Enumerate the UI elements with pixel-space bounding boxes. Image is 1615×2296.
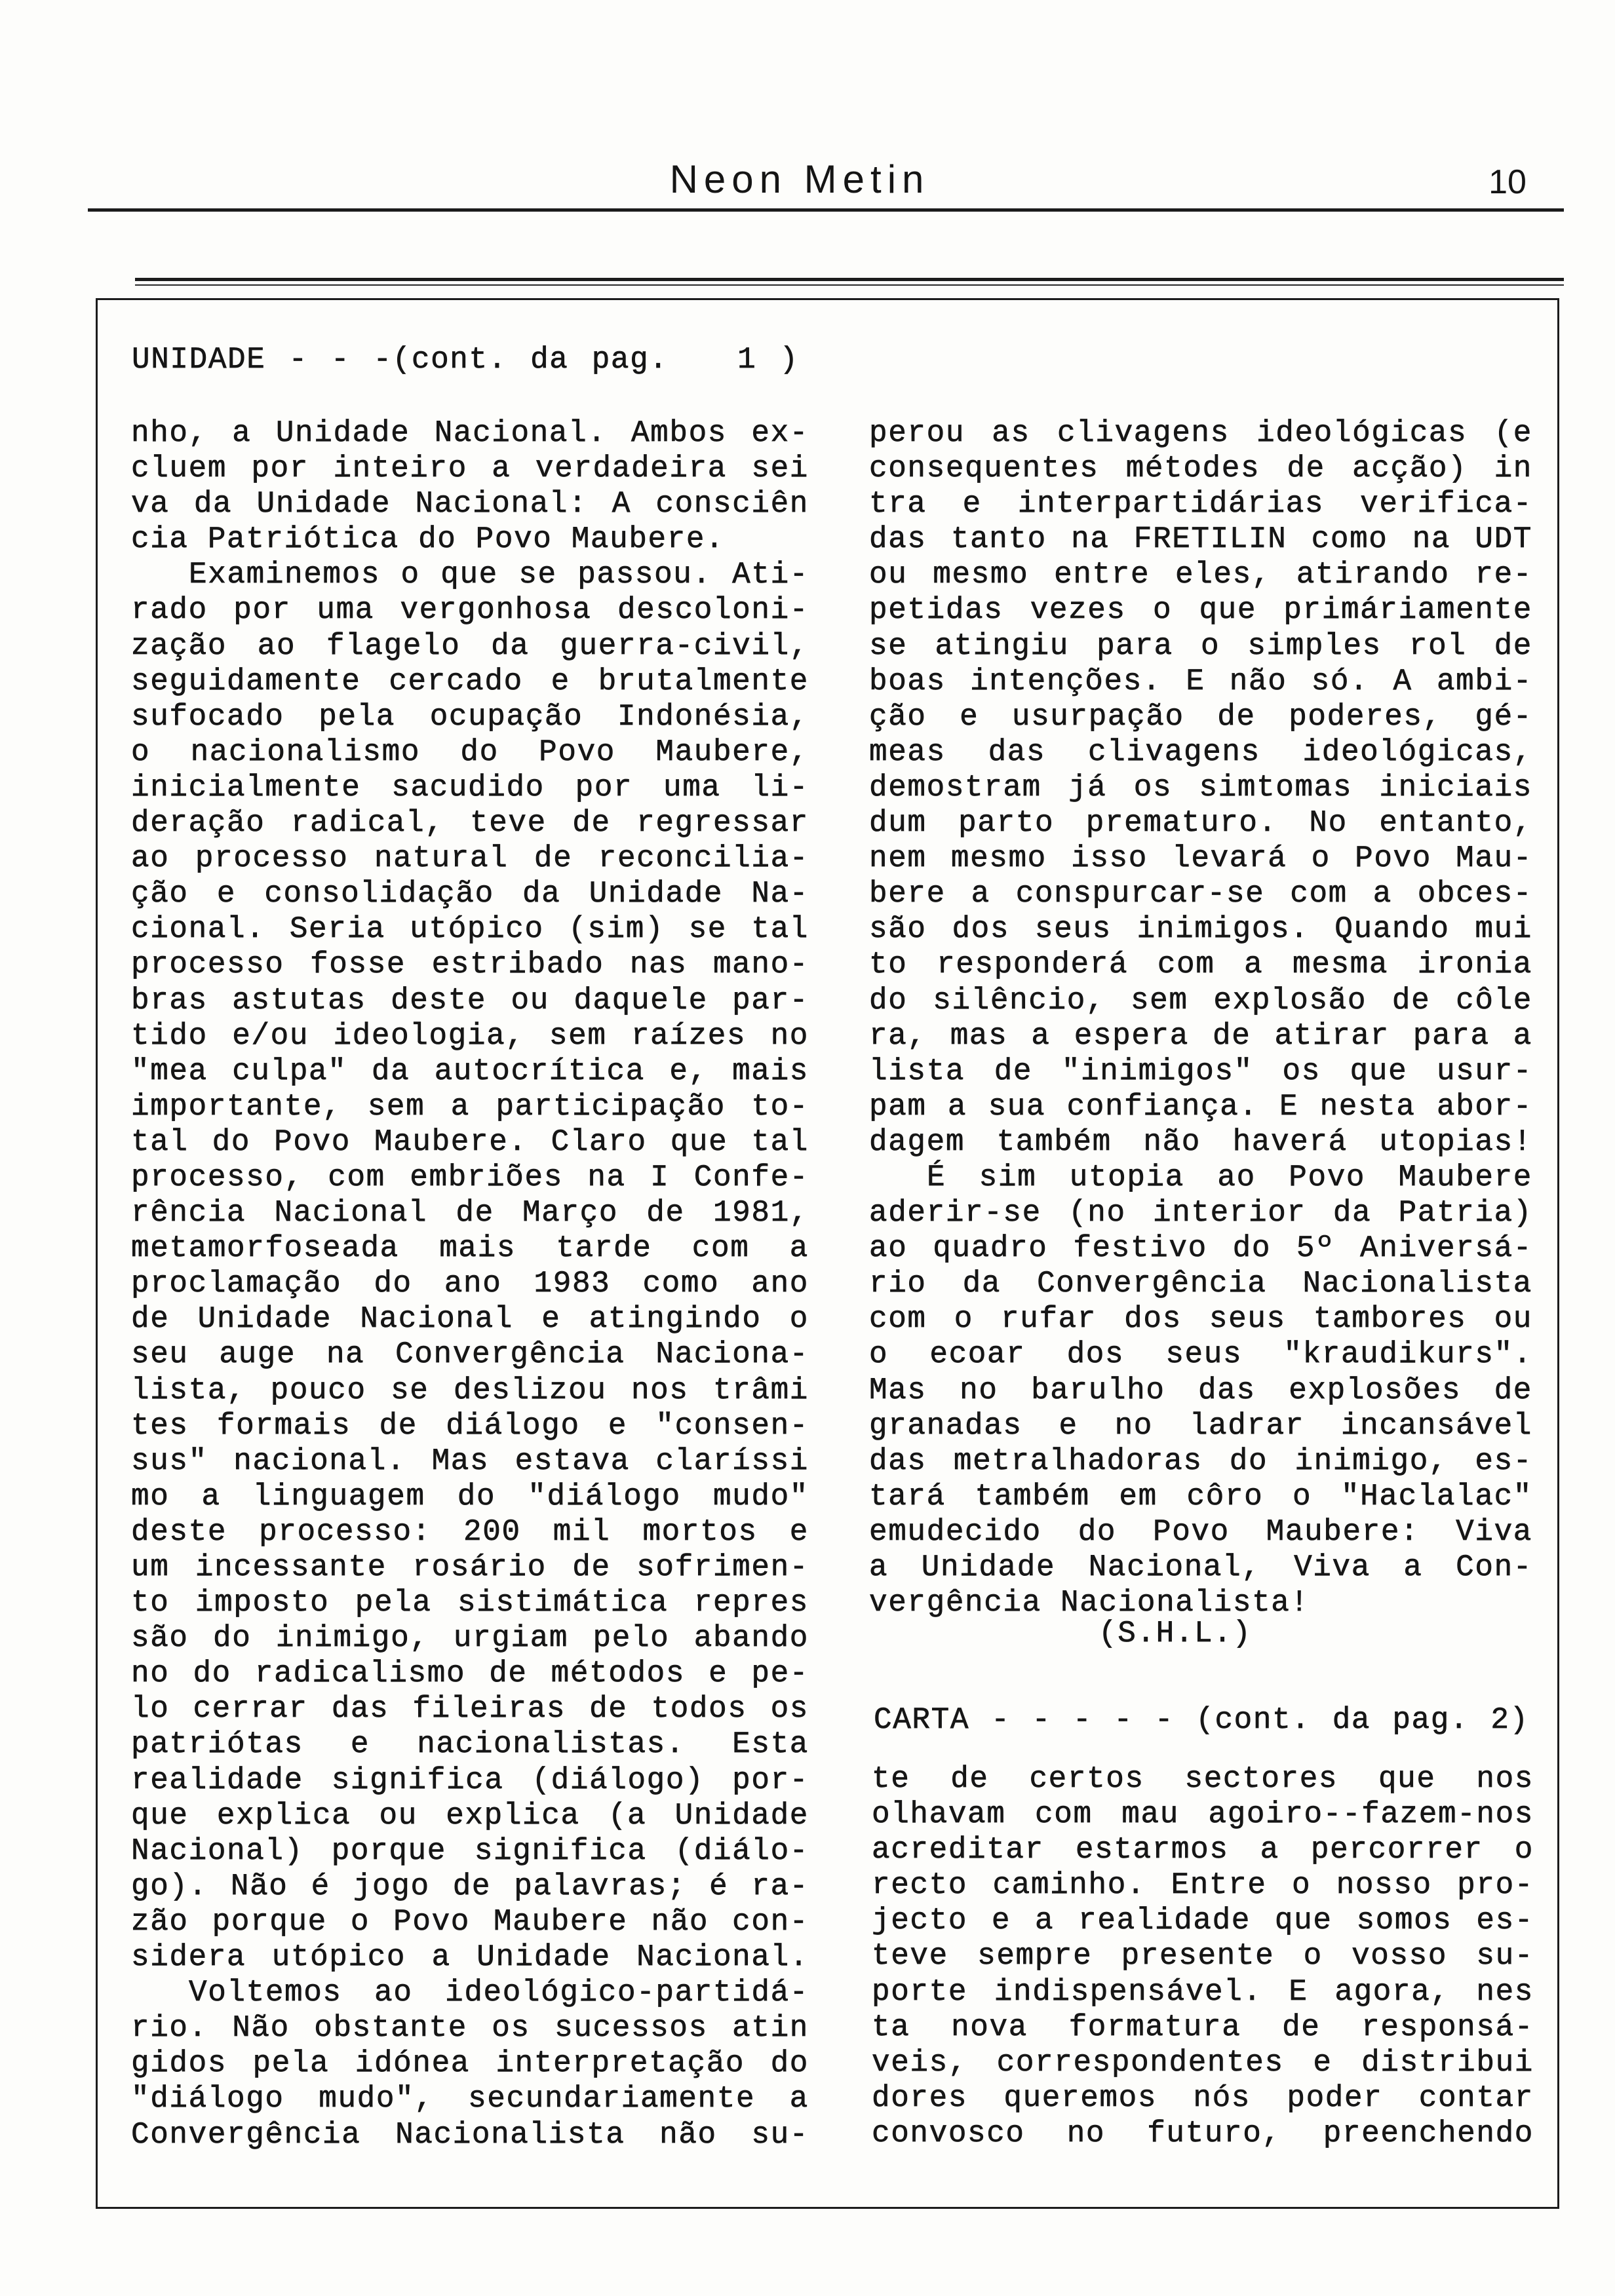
text-line: rio da Convergência Nacionalista [869, 1267, 1532, 1301]
text-line: Examinemos o que se passou. Ati- [189, 558, 809, 592]
carta-column [872, 1761, 1534, 2151]
text-line: gidos pela idónea interpretação do [131, 2046, 809, 2081]
carta-heading: CARTA - - - - - (cont. da pag. 2) [874, 1703, 1529, 1737]
text-line: granadas e no ladrar incansável [869, 1408, 1532, 1443]
text-line: metamorfoseada mais tarde com a [131, 1231, 809, 1266]
text-line: convosco no futuro, preenchendo [872, 2116, 1534, 2151]
text-line: boas intenções. E não só. A ambi- [869, 664, 1532, 698]
text-line: do silêncio, sem explosão de côle [869, 983, 1532, 1018]
text-line: tal do Povo Maubere. Claro que tal [131, 1124, 809, 1159]
text-line: dores queremos nós poder contar [872, 2080, 1534, 2115]
double-rule-top [135, 278, 1564, 281]
text-line: o nacionalismo do Povo Maubere, [131, 735, 809, 769]
text-line: sus" nacional. Mas estava claríssi [131, 1444, 809, 1478]
text-line: Convergência Nacionalista não su- [131, 2117, 809, 2152]
text-line: zação ao flagelo da guerra-civil, [131, 628, 809, 663]
text-line: jecto e a realidade que somos es- [872, 1904, 1534, 1938]
text-line: ção e usurpação de poderes, gé- [869, 699, 1532, 734]
text-line: rio. Não obstante os sucessos atin [131, 2011, 809, 2046]
text-line: proclamação do ano 1983 como ano [131, 1267, 809, 1301]
text-line: o ecoar dos seus "kraudikurs". [869, 1337, 1532, 1372]
text-line: É sim utopia ao Povo Maubere [927, 1160, 1532, 1195]
text-line: tido e/ou ideologia, sem raízes no [131, 1018, 809, 1053]
text-line: te de certos sectores que nos [872, 1762, 1534, 1796]
text-line: ra, mas a espera de atirar para a [869, 1018, 1532, 1053]
author-signature: (S.H.L.) [1099, 1617, 1252, 1651]
text-line: são dos seus inimigos. Quando mui [869, 912, 1532, 947]
text-line: acreditar estarmos a percorrer o [872, 1833, 1534, 1867]
text-line: vergência Nacionalista! [869, 1586, 1310, 1620]
text-line: perou as clivagens ideológicas (e [869, 416, 1532, 450]
text-line: tes formais de diálogo e "consen- [131, 1408, 809, 1443]
text-line: se atingiu para o simples rol de [869, 628, 1532, 663]
text-line: "mea culpa" da autocrítica e, mais [131, 1054, 809, 1088]
text-line: pam a sua confiança. E nesta abor- [869, 1089, 1532, 1124]
text-line: ta nova formatura de responsá- [872, 2010, 1534, 2044]
text-line: rado por uma vergonhosa descoloni- [131, 593, 809, 628]
text-line: um incessante rosário de sofrimen- [131, 1550, 809, 1584]
text-line: cional. Seria utópico (sim) se tal [131, 912, 809, 947]
text-line: lista de "inimigos" os que usur- [869, 1054, 1532, 1088]
text-line: seguidamente cercado e brutalmente [131, 664, 809, 698]
text-line: com o rufar dos seus tambores ou [869, 1302, 1532, 1337]
text-line: no do radicalismo de métodos e pe- [131, 1656, 809, 1691]
text-line: meas das clivagens ideológicas, [869, 735, 1532, 769]
unidade-left-column [131, 415, 809, 2152]
text-line: zão porque o Povo Maubere não con- [131, 1904, 809, 1939]
text-line: Mas no barulho das explosões de [869, 1373, 1532, 1407]
text-line: petidas vezes o que primáriamente [869, 593, 1532, 628]
text-line: porte indispensável. E agora, nes [872, 1974, 1534, 2009]
text-line: veis, correspondentes e distribui [872, 2045, 1534, 2080]
text-line: importante, sem a participação to- [131, 1089, 809, 1124]
text-line: va da Unidade Nacional: A consciên [131, 487, 809, 522]
text-line: cluem por inteiro a verdadeira sei [131, 451, 809, 486]
text-line: mo a linguagem do "diálogo mudo" [131, 1479, 809, 1514]
text-line: ao quadro festivo do 5º Aniversá- [869, 1231, 1532, 1266]
text-line: rência Nacional de Março de 1981, [131, 1196, 809, 1231]
text-line: to responderá com a mesma ironia [869, 947, 1532, 982]
page-number: 10 [1489, 163, 1527, 201]
text-line: Nacional) porque significa (diálo- [131, 1833, 809, 1868]
header-rule [88, 208, 1564, 212]
text-line: processo fosse estribado nas mano- [131, 947, 809, 982]
text-line: realidade significa (diálogo) por- [131, 1763, 809, 1797]
text-line: bras astutas deste ou daquele par- [131, 983, 809, 1018]
text-line: lista, pouco se deslizou nos trâmi [131, 1373, 809, 1407]
text-line: olhavam com mau agoiro--fazem-nos [872, 1797, 1534, 1832]
text-line: cia Patriótica do Povo Maubere. [131, 522, 725, 557]
text-line: nho, a Unidade Nacional. Ambos ex- [131, 416, 809, 450]
text-line: aderir-se (no interior da Patria) [869, 1196, 1532, 1231]
text-line: de Unidade Nacional e atingindo o [131, 1302, 809, 1337]
text-line: Voltemos ao ideológico-partidá- [189, 1976, 809, 2010]
text-line: consequentes métodes de acção) in [869, 451, 1532, 486]
text-line: nem mesmo isso levará o Povo Mau- [869, 841, 1532, 876]
unidade-heading: UNIDADE - - -(cont. da pag. 1 ) [132, 343, 799, 377]
text-line: to imposto pela sistimática repres [131, 1586, 809, 1620]
text-line: "diálogo mudo", secundariamente a [131, 2082, 809, 2116]
text-line: tará também em côro o "Haclalac" [869, 1479, 1532, 1514]
text-line: ao processo natural de reconcilia- [131, 841, 809, 876]
newsletter-title: Neon Metin [669, 157, 930, 201]
text-line: são do inimigo, urgiam pelo abando [131, 1621, 809, 1656]
text-line: dagem também não haverá utopias! [869, 1124, 1532, 1159]
text-line: processo, com embriões na I Confe- [131, 1160, 809, 1195]
text-line: ou mesmo entre eles, atirando re- [869, 558, 1532, 592]
text-line: das tanto na FRETILIN como na UDT [869, 522, 1532, 557]
text-line: a Unidade Nacional, Viva a Con- [869, 1550, 1532, 1584]
text-line: emudecido do Povo Maubere: Viva [869, 1514, 1532, 1549]
text-line: bere a conspurcar-se com a obces- [869, 877, 1532, 911]
text-line: inicialmente sacudido por uma li- [131, 770, 809, 805]
text-line: deração radical, teve de regressar [131, 806, 809, 841]
text-line: teve sempre presente o vosso su- [872, 1939, 1534, 1974]
text-line: sufocado pela ocupação Indonésia, [131, 699, 809, 734]
double-rule-bottom [135, 284, 1564, 286]
text-line: deste processo: 200 mil mortos e [131, 1514, 809, 1549]
text-line: go). Não é jogo de palavras; é ra- [131, 1869, 809, 1904]
text-line: sidera utópico a Unidade Nacional. [131, 1940, 809, 1975]
unidade-right-column [869, 415, 1532, 1620]
text-line: das metralhadoras do inimigo, es- [869, 1444, 1532, 1478]
text-line: recto caminho. Entre o nosso pro- [872, 1868, 1534, 1903]
text-line: lo cerrar das fileiras de todos os [131, 1692, 809, 1727]
text-line: ção e consolidação da Unidade Na- [131, 877, 809, 911]
text-line: dum parto prematuro. No entanto, [869, 806, 1532, 841]
text-line: tra e interpartidárias verifica- [869, 487, 1532, 522]
text-line: seu auge na Convergência Naciona- [131, 1337, 809, 1372]
text-line: que explica ou explica (a Unidade [131, 1798, 809, 1833]
text-line: patriótas e nacionalistas. Esta [131, 1727, 809, 1762]
text-line: demostram já os simtomas iniciais [869, 770, 1532, 805]
